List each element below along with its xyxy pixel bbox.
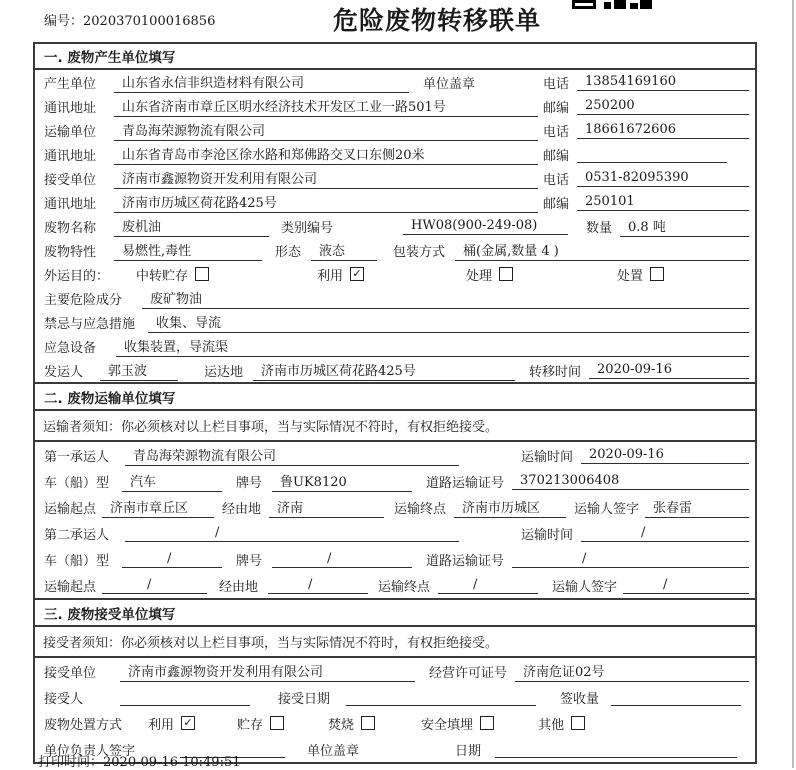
- checkbox-item: [317, 265, 364, 284]
- form-row: [35, 190, 755, 214]
- field-value: /: [512, 551, 749, 568]
- form-row: [35, 118, 755, 142]
- field-label: 牌号: [236, 475, 263, 491]
- form-row: [35, 142, 755, 166]
- serial-value: 2020370100016856: [83, 14, 216, 29]
- section-header: 三. 废物接受单位填写: [35, 598, 755, 627]
- checkbox-label: 其他: [538, 717, 565, 733]
- field-value: /: [102, 577, 207, 594]
- field-value: [495, 741, 737, 758]
- field-value: /: [581, 525, 749, 542]
- field-value: /: [122, 551, 222, 568]
- field-value: 桶(金属,数量 4 ): [455, 240, 749, 261]
- field-label: 牌号: [236, 553, 263, 569]
- field-value: 张春雷: [645, 497, 749, 518]
- checkbox-unchecked-icon: [195, 267, 209, 281]
- field-label: 单位盖章: [423, 76, 476, 92]
- field-label: 接受单位: [44, 665, 97, 681]
- field-value: 收集装置，导流渠: [116, 336, 749, 357]
- form-row: [35, 334, 755, 358]
- field-label: 邮编: [542, 196, 569, 212]
- field-label: 应急设备: [44, 340, 97, 356]
- field-label: 第一承运人: [44, 449, 110, 465]
- checkbox-checked-icon: ✓: [350, 267, 364, 281]
- field-label: 经由地: [219, 579, 259, 595]
- checkbox-unchecked-icon: [361, 716, 375, 730]
- checkbox-unchecked-icon: [499, 267, 513, 281]
- checkbox-item: [328, 714, 375, 733]
- field-label: 形态: [275, 244, 302, 260]
- field-label: 签收量: [560, 691, 600, 707]
- form-row: [35, 238, 755, 262]
- field-label: 第二承运人: [44, 527, 110, 543]
- checkbox-item: [421, 714, 494, 733]
- field-label: 接受日期: [278, 691, 331, 707]
- field-label: 邮编: [542, 148, 569, 164]
- field-value: 济南市历城区荷花路425号: [114, 192, 538, 213]
- field-value: /: [272, 551, 412, 568]
- field-label: 运输单位: [44, 124, 97, 140]
- field-value: 济南市鑫源物资开发利用有限公司: [120, 661, 415, 682]
- checkbox-item: [617, 265, 664, 284]
- field-value: 250200: [577, 98, 749, 115]
- checkbox-item: [237, 714, 284, 733]
- field-value: 废矿物油: [142, 288, 749, 309]
- field-label: 邮编: [542, 100, 569, 116]
- field-value: 液态: [311, 240, 377, 261]
- field-label: 通讯地址: [44, 196, 97, 212]
- field-value: 济南市历城区荷花路425号: [253, 360, 515, 381]
- form-row: [35, 546, 755, 572]
- serial-number-line: [44, 10, 215, 29]
- field-label: 外运目的：: [44, 268, 110, 284]
- field-label: 运输起点: [44, 579, 97, 595]
- field-value: 18661672606: [577, 122, 749, 139]
- field-label: 道路运输证号: [426, 475, 505, 491]
- field-label: 产生单位: [44, 76, 97, 92]
- field-label: 包装方式: [393, 244, 446, 260]
- field-value: /: [268, 577, 368, 594]
- field-label: 发运人: [44, 364, 84, 380]
- checkbox-item: [538, 714, 585, 733]
- form-row: [35, 494, 755, 520]
- field-label: 类别编号: [281, 220, 334, 236]
- field-value: 收集、导流: [148, 312, 749, 333]
- section-header: 一. 废物产生单位填写: [35, 44, 755, 70]
- field-label: 日期: [455, 743, 482, 759]
- field-value: 山东省永信非织造材料有限公司: [114, 72, 409, 93]
- field-label: 经由地: [222, 501, 262, 517]
- checkbox-item: [466, 265, 513, 284]
- qr-code-fragment-icon: [572, 0, 654, 9]
- field-label: 主要危险成分: [44, 292, 123, 308]
- field-label: 废物名称: [44, 220, 97, 236]
- checkbox-unchecked-icon: [571, 716, 585, 730]
- form-row: [35, 94, 755, 118]
- form-table: [33, 42, 757, 764]
- field-label: 废物处置方式: [44, 717, 123, 733]
- field-value: 青岛海荣源物流有限公司: [114, 120, 538, 141]
- field-label: 电话: [542, 76, 569, 92]
- field-label: 运输人签字: [574, 501, 640, 517]
- field-label: 运输终点: [378, 579, 431, 595]
- field-label: 运输时间: [520, 527, 573, 543]
- field-label: 通讯地址: [44, 148, 97, 164]
- field-value: 0531-82095390: [577, 170, 749, 187]
- form-row: [35, 442, 755, 468]
- checkbox-label: 处置: [617, 268, 644, 284]
- checkbox-unchecked-icon: [270, 716, 284, 730]
- form-row: [35, 572, 755, 598]
- checkbox-label: 利用: [317, 268, 344, 284]
- field-value: 济南市鑫源物资开发利用有限公司: [114, 168, 538, 189]
- field-value: [120, 689, 250, 706]
- section-notice: 运输者须知：你必须核对以上栏目事项，当与实际情况不符时，有权拒绝接受。: [35, 411, 755, 442]
- form-row: [35, 310, 755, 334]
- checkbox-unchecked-icon: [480, 716, 494, 730]
- field-value: 济南: [269, 497, 384, 518]
- field-value: 济南危证02号: [515, 661, 749, 682]
- field-value: 13854169160: [577, 74, 749, 91]
- field-label: 转移时间: [529, 364, 582, 380]
- field-label: 接受单位: [44, 172, 97, 188]
- field-value: /: [125, 525, 459, 542]
- checkbox-checked-icon: ✓: [181, 716, 195, 730]
- field-label: 运达地: [204, 364, 244, 380]
- form-row: [35, 70, 755, 94]
- field-value: [611, 689, 741, 706]
- checkbox-label: 安全填埋: [421, 717, 474, 733]
- field-value: 0.8 吨: [620, 216, 749, 237]
- field-value: 青岛海荣源物流有限公司: [125, 445, 459, 466]
- form-row: [35, 214, 755, 238]
- field-label: 电话: [542, 124, 569, 140]
- form-row: [35, 658, 755, 684]
- checkbox-label: 贮存: [237, 717, 264, 733]
- field-value: 250101: [577, 194, 749, 211]
- field-value: HW08(900-249-08): [403, 218, 568, 235]
- field-value: 郭玉波: [100, 360, 178, 381]
- field-label: 数量: [586, 220, 613, 236]
- form-row: [35, 166, 755, 190]
- checkbox-label: 焚烧: [328, 717, 355, 733]
- checkbox-label: 处理: [466, 268, 493, 284]
- field-value: 汽车: [122, 471, 222, 492]
- field-value: 山东省济南市章丘区明水经济技术开发区工业一路501号: [114, 96, 538, 117]
- checkbox-label: 中转贮存: [136, 268, 189, 284]
- field-value: [577, 146, 727, 163]
- field-label: 运输时间: [520, 449, 573, 465]
- field-label: 经营许可证号: [429, 665, 508, 681]
- field-value: [346, 689, 536, 706]
- field-label: 车（船）型: [44, 475, 110, 491]
- field-value: /: [438, 577, 538, 594]
- field-label: 通讯地址: [44, 100, 97, 116]
- field-value: 370213006408: [512, 473, 749, 490]
- checkbox-label: 利用: [148, 717, 175, 733]
- field-label: 道路运输证号: [426, 553, 505, 569]
- field-label: 单位负责人签字: [44, 743, 136, 759]
- page-title: 危险废物转移联单: [333, 6, 542, 35]
- field-label: 电话: [542, 172, 569, 188]
- field-label: 运输终点: [394, 501, 447, 517]
- form-row: [35, 468, 755, 494]
- field-value: 山东省青岛市李沧区徐水路和郑佛路交叉口东侧20米: [114, 144, 538, 165]
- field-label: 废物特性: [44, 244, 97, 260]
- checkbox-item: [148, 714, 195, 733]
- field-label: 接受人: [44, 691, 84, 707]
- field-value: 济南市章丘区: [102, 497, 214, 518]
- print-time-label: 打印时间：: [38, 755, 104, 770]
- field-label: 运输起点: [44, 501, 97, 517]
- form-row: [35, 286, 755, 310]
- field-label: 车（船）型: [44, 553, 110, 569]
- print-time-value: 2020-09-16 10:49:51: [103, 755, 241, 770]
- form-row: [35, 358, 755, 382]
- checkbox-item: [136, 265, 209, 284]
- field-value: /: [623, 577, 749, 594]
- field-value: 2020-09-16: [589, 362, 749, 379]
- field-value: 2020-09-16: [581, 447, 749, 464]
- field-label: 单位盖章: [307, 743, 360, 759]
- section-header: 二. 废物运输单位填写: [35, 382, 755, 411]
- page-edge-line: [792, 0, 794, 768]
- form-row: [35, 262, 755, 286]
- field-label: 运输人签字: [552, 579, 618, 595]
- form-row: [35, 710, 755, 736]
- form-row: [35, 684, 755, 710]
- field-value: 易燃性,毒性: [114, 240, 262, 261]
- field-value: 鲁UK8120: [272, 471, 412, 492]
- serial-label: 编号：: [44, 14, 84, 29]
- section-notice: 接受者须知：你必须核对以上栏目事项，当与实际情况不符时，有权拒绝接受。: [35, 627, 755, 658]
- field-value: 废机油: [114, 216, 269, 237]
- print-time-line: [38, 751, 241, 770]
- field-value: 济南市历城区: [454, 497, 566, 518]
- form-row: [35, 520, 755, 546]
- field-label: 禁忌与应急措施: [44, 316, 136, 332]
- checkbox-unchecked-icon: [650, 267, 664, 281]
